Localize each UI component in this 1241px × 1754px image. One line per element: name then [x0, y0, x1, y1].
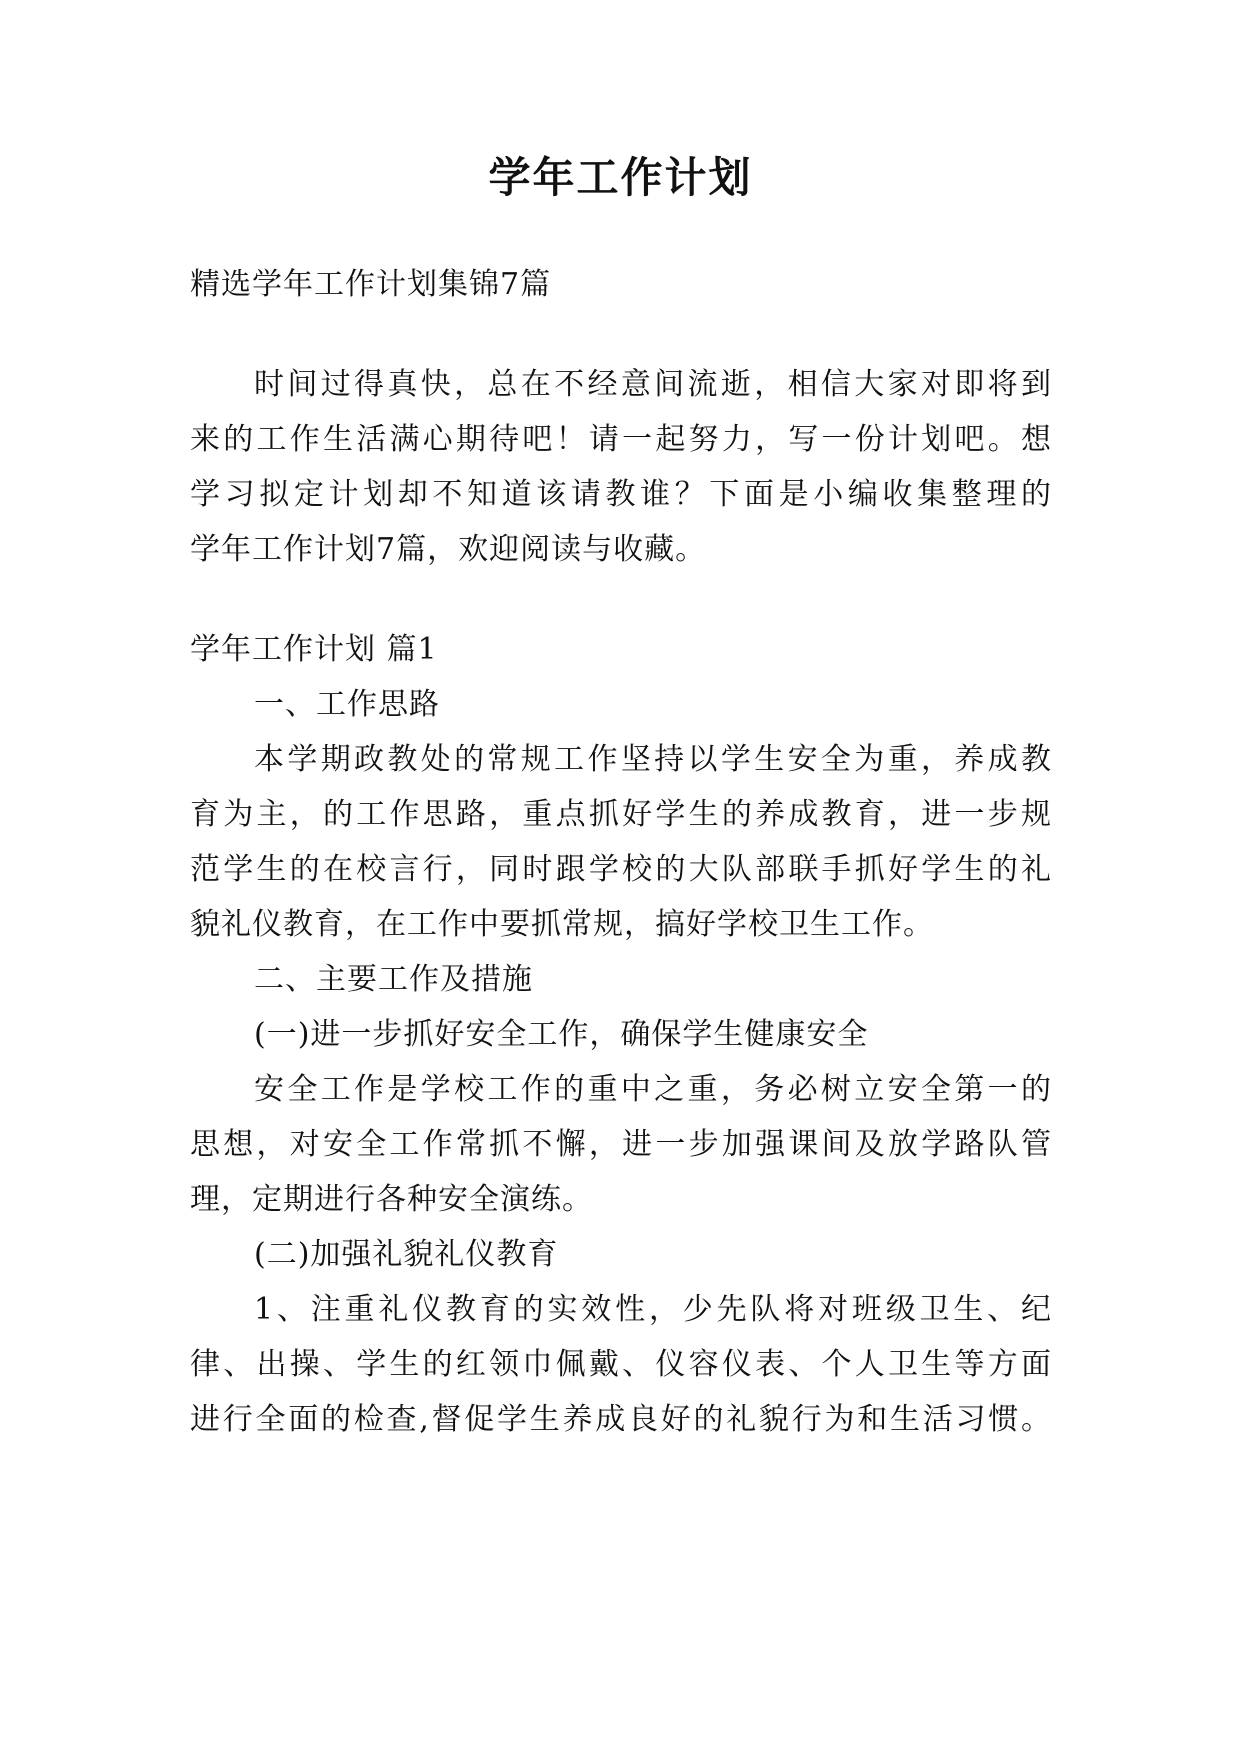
paragraph-line: 育为主，的工作思路，重点抓好学生的养成教育，进一步规: [190, 797, 1052, 832]
paragraph-line: 律、出操、学生的红领巾佩戴、仪容仪表、个人卫生等方面: [190, 1347, 1052, 1382]
paragraph-line: 思想，对安全工作常抓不懈，进一步加强课间及放学路队管: [190, 1127, 1052, 1162]
intro-line: 时间过得真快，总在不经意间流逝，相信大家对即将到: [254, 367, 1052, 402]
part-heading: 二、主要工作及措施: [254, 962, 533, 997]
document-subtitle: 精选学年工作计划集锦7篇: [190, 267, 552, 302]
intro-line: 学年工作计划7篇，欢迎阅读与收藏。: [190, 532, 707, 567]
paragraph-line: 进行全面的检查,督促学生养成良好的礼貌行为和生活习惯。: [190, 1402, 1052, 1437]
part-heading: 一、工作思路: [254, 687, 440, 722]
paragraph-line: 安全工作是学校工作的重中之重，务必树立安全第一的: [254, 1072, 1052, 1107]
subsection-heading: (二)加强礼貌礼仪教育: [254, 1237, 559, 1272]
intro-line: 来的工作生活满心期待吧！请一起努力，写一份计划吧。想: [190, 422, 1052, 457]
intro-line: 学习拟定计划却不知道该请教谁？下面是小编收集整理的: [190, 477, 1052, 512]
paragraph-line: 理，定期进行各种安全演练。: [190, 1182, 593, 1217]
paragraph-line: 貌礼仪教育，在工作中要抓常规，搞好学校卫生工作。: [190, 907, 934, 942]
paragraph-line: 范学生的在校言行，同时跟学校的大队部联手抓好学生的礼: [190, 852, 1052, 887]
section-heading: 学年工作计划 篇1: [190, 632, 438, 667]
document-title: 学年工作计划: [488, 153, 753, 202]
subsection-heading: (一)进一步抓好安全工作，确保学生健康安全: [254, 1017, 869, 1052]
paragraph-line: 本学期政教处的常规工作坚持以学生安全为重，养成教: [254, 742, 1052, 777]
paragraph-line: 1、注重礼仪教育的实效性，少先队将对班级卫生、纪: [254, 1292, 1052, 1327]
